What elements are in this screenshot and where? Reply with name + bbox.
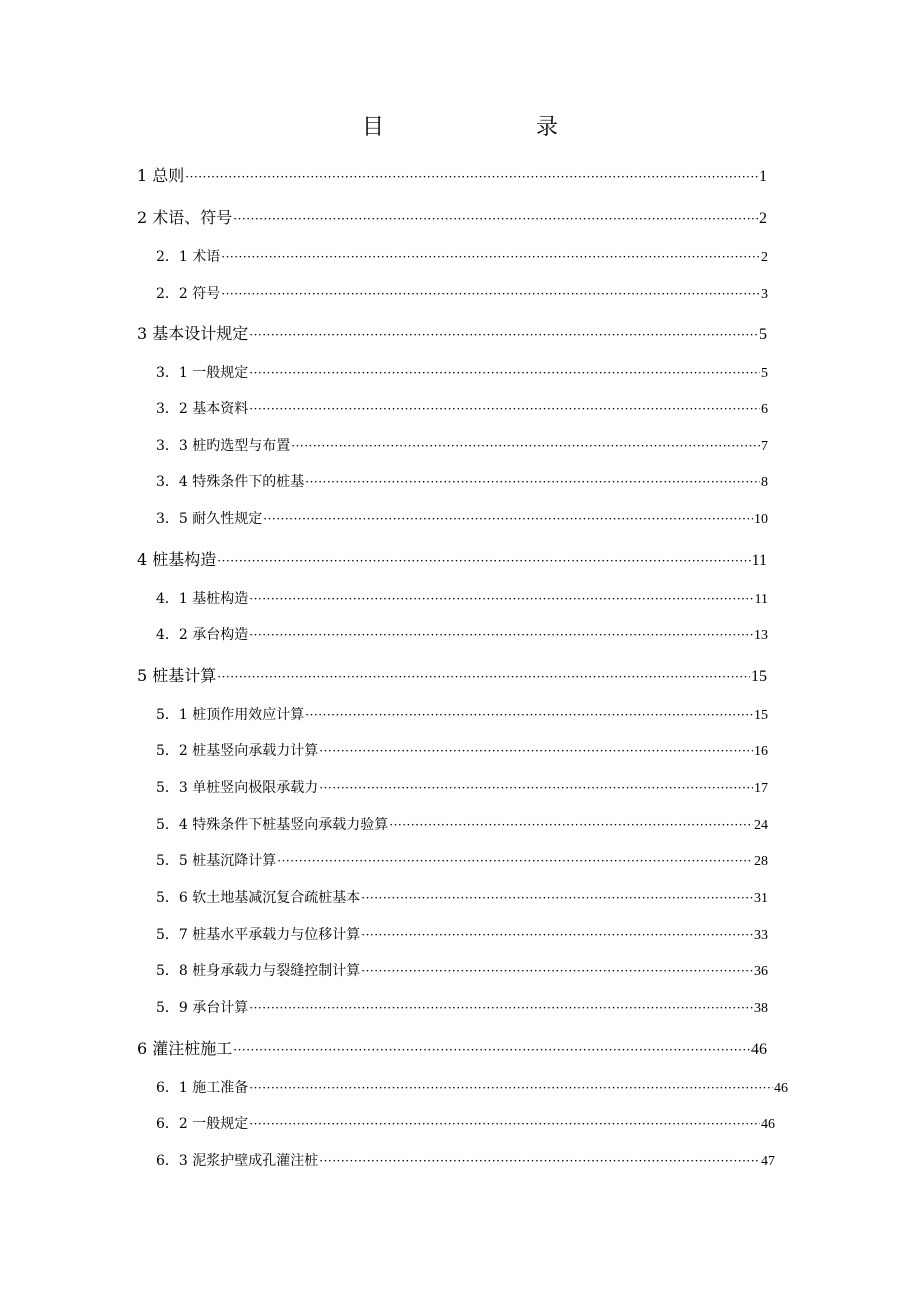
toc-entry-label: 2．1 术语 [156,249,221,265]
dot-leader [249,592,753,606]
dot-leader [291,439,760,453]
toc-entry[interactable] [156,588,768,608]
toc-entry-page: 5 [761,366,768,381]
toc-entry-label: 3．3 桩旳选型与布置 [156,438,291,454]
dot-leader [319,744,753,758]
dot-leader [221,287,760,301]
toc-entry-page: 17 [754,781,768,796]
toc-entry-label: 5．3 单桩竖向极限承载力 [156,780,319,796]
toc-entry-label: 4 桩基构造 [137,550,217,569]
toc-entry[interactable] [156,435,768,455]
toc-entry[interactable] [156,740,768,760]
dot-leader [249,366,760,380]
toc-entry-label: 4．1 基桩构造 [156,591,249,607]
dot-leader [249,628,753,642]
toc-entry-page: 13 [754,628,768,643]
toc-entry-page: 5 [759,326,767,343]
dot-leader [249,328,758,342]
dot-leader [389,818,753,832]
dot-leader [217,670,750,684]
toc-entry[interactable] [156,471,768,491]
toc-entry-page: 2 [759,210,767,227]
toc-entry-page: 7 [761,439,768,454]
toc-entry[interactable] [137,205,767,228]
toc-entry-label: 6．3 泥浆护壁成孔灌注桩 [156,1153,319,1169]
toc-entry-page: 36 [754,964,768,979]
toc-entry-page: 16 [754,744,768,759]
toc-entry[interactable] [156,1113,775,1133]
dot-leader [361,891,753,905]
toc-entry-page: 24 [754,818,768,833]
toc-entry[interactable] [156,777,768,797]
toc-entry-page: 47 [761,1154,775,1169]
toc-entry[interactable] [156,887,768,907]
dot-leader [249,1081,773,1095]
toc-entry-label: 5．1 桩顶作用效应计算 [156,707,305,723]
toc-entry-page: 6 [761,402,768,417]
toc-entry[interactable] [156,508,768,528]
toc-entry-page: 11 [751,552,767,569]
toc-entry[interactable] [156,624,768,644]
dot-leader [185,170,758,184]
toc-entry[interactable] [156,283,768,303]
toc-entry-label: 5．9 承台计算 [156,1000,249,1016]
toc-entry[interactable] [137,163,767,186]
toc-entry[interactable] [156,997,768,1017]
toc-entry-label: 2 术语、符号 [137,208,233,227]
toc-entry-label: 5．4 特殊条件下桩基竖向承载力验算 [156,817,389,833]
toc-entry-label: 3．1 一般规定 [156,365,249,381]
toc-entry-page: 28 [754,854,768,869]
toc-entry[interactable] [156,850,768,870]
toc-entry-page: 1 [759,168,767,185]
toc-entry-page: 33 [754,928,768,943]
toc-entry[interactable] [156,704,768,724]
toc-entry-label: 6．2 一般规定 [156,1116,249,1132]
toc-entry-label: 5．2 桩基竖向承载力计算 [156,743,319,759]
toc-entry-label: 5．7 桩基水平承载力与位移计算 [156,927,361,943]
toc-entry[interactable] [137,321,767,344]
dot-leader [319,781,753,795]
toc-entry[interactable] [156,924,768,944]
toc-entry[interactable] [137,663,767,686]
dot-leader [221,250,760,264]
toc-entry-label: 3．2 基本资料 [156,401,249,417]
page-title: 目 录 [361,115,594,140]
toc-entry-page: 2 [761,250,768,265]
dot-leader [249,1001,753,1015]
toc-entry-label: 5．6 软土地基减沉复合疏桩基本 [156,890,361,906]
toc-entry-page: 15 [754,708,768,723]
toc-entry-label: 2．2 符号 [156,286,221,302]
dot-leader [305,708,753,722]
toc-entry-page: 46 [774,1081,788,1096]
dot-leader [277,854,753,868]
dot-leader [263,512,753,526]
toc-entry-page: 11 [754,592,768,607]
dot-leader [361,964,753,978]
toc-entry-page: 31 [754,891,768,906]
toc-entry-label: 5 桩基计算 [137,666,217,685]
toc-entry-label: 1 总则 [137,166,185,185]
toc-entry-label: 5．5 桩基沉降计算 [156,853,277,869]
dot-leader [361,928,753,942]
toc-entry[interactable] [137,547,767,570]
dot-leader [305,475,760,489]
toc-entry-label: 3．5 耐久性规定 [156,511,263,527]
toc-entry-page: 3 [761,287,768,302]
toc-entry-page: 8 [761,475,768,490]
dot-leader [249,1117,760,1131]
toc-entry-page: 46 [761,1117,775,1132]
toc-entry[interactable] [156,960,768,980]
toc-entry-label: 4．2 承台构造 [156,627,249,643]
toc-entry[interactable] [156,814,768,834]
dot-leader [233,1043,750,1057]
dot-leader [233,212,758,226]
toc-entry-page: 10 [754,512,768,527]
toc-entry-page: 15 [751,668,767,685]
dot-leader [319,1154,760,1168]
toc-entry[interactable] [156,398,768,418]
toc-entry-label: 3 基本设计规定 [137,324,249,343]
toc-entry-page: 38 [754,1001,768,1016]
dot-leader [249,402,760,416]
toc-entry[interactable] [156,1150,775,1170]
toc-entry[interactable] [137,1036,767,1059]
toc-entry[interactable] [156,246,768,266]
toc-entry-label: 3．4 特殊条件下的桩基 [156,474,305,490]
toc-entry[interactable] [156,1077,788,1097]
toc-entry-label: 6 灌注桩施工 [137,1039,233,1058]
toc-entry[interactable] [156,362,768,382]
toc-entry-label: 5．8 桩身承载力与裂缝控制计算 [156,963,361,979]
toc-entry-label: 6．1 施工准备 [156,1080,249,1096]
dot-leader [217,554,750,568]
toc-entry-page: 46 [751,1041,767,1058]
